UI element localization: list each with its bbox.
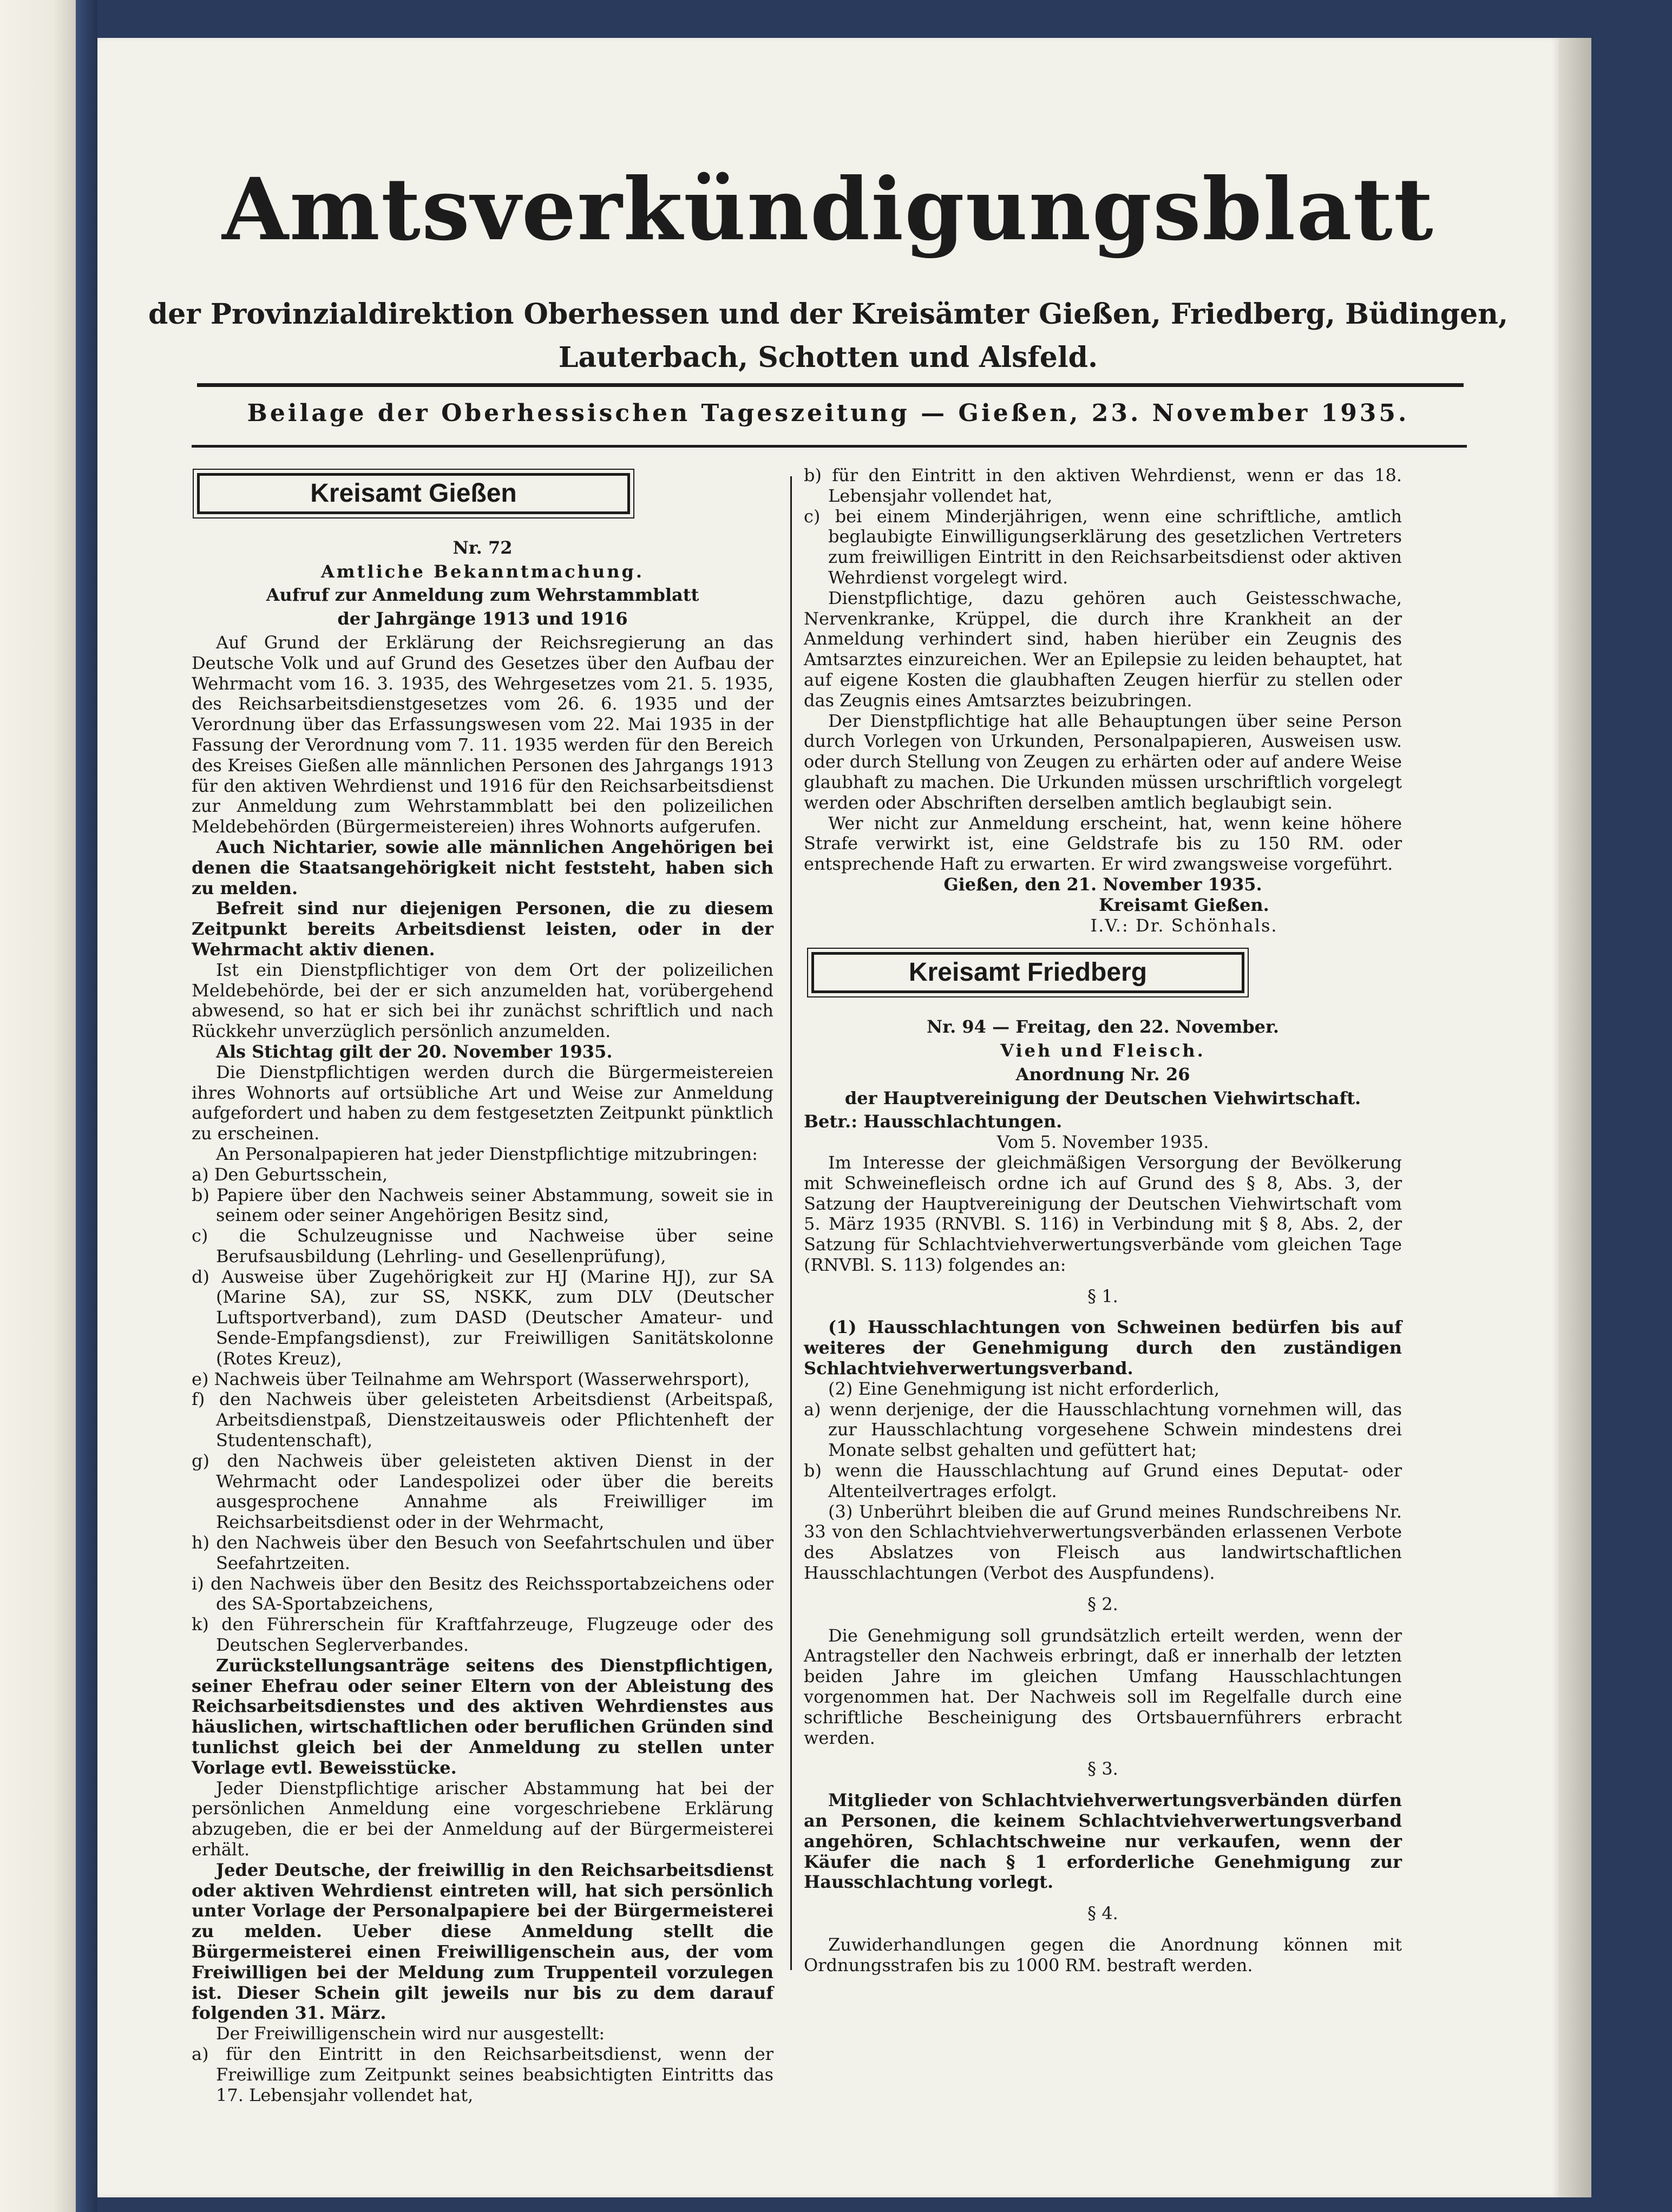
anordnung-number: Anordnung Nr. 26: [1015, 1064, 1190, 1085]
paragraph: Befreit sind nur diejenigen Personen, die zu diesem Zeitpunkt bereits Arbeitsdienst leisten, oder in der Wehrmacht aktiv dienen.: [192, 898, 773, 960]
paragraph: Ist ein Dienstpflichtiger von dem Ort der polizeilichen Meldebehörde, bei der er sich anzumelden hat, vorübergehend abwesend, so hat er sich bei ihr zunächst schriftlich und nach Rückkehr unverzüglich persönlich anzumelden.: [192, 959, 773, 1042]
list-item: g) den Nachweis über geleisteten aktiven Dienst in der Wehrmacht oder Landespolizei oder über die bereits ausgesprochene Annahme als Freiwilliger im Reichsarbeitsdienst oder in der Wehrmacht,: [192, 1450, 773, 1533]
masthead-subtitle-2: Lauterbach, Schotten und Alsfeld.: [558, 341, 1098, 374]
list-item: e) Nachweis über Teilnahme am Wehrsport (Wasserwehrsport),: [192, 1368, 750, 1389]
paragraph: Auf Grund der Erklärung der Reichsregierung an das Deutsche Volk und auf Grund des Gesetzes über den Aufbau der Wehrmacht vom 16. 3. 1935, des Wehrgesetzes vom 21. 5. 1935, des Reichsarbeitsdienstgesetzes vom 26. 6. 1935 und der Verordnung über das Erfassungswesen vom 22. Mai 1935 in der Fassung der Verordnung vom 7. 11. 1935 werden für den Bereich des Kreises Gießen alle männlichen Personen des Jahrgangs 1913 für den aktiven Wehrdienst und 1916 für den Reichsarbeitsdienst zur Anmeldung zum Wehrstammblatt bei den polizeilichen Meldebehörden (Bürgermeistereien) ihres Wohnorts aufgerufen.: [192, 632, 773, 837]
book-binding: [76, 0, 97, 2212]
list-item: i) den Nachweis über den Besitz des Reichssportabzeichens oder des SA-Sportabzeichens,: [192, 1573, 773, 1614]
paragraph: Der Dienstpflichtige hat alle Behauptungen über seine Person durch Vorlegen von Urkunden, Personalpapieren, Ausweisen usw. oder durch Stellung von Zeugen zu erhärten oder auf andere Weise glaubhaft zu machen. Die Urkunden müssen urschriftlich vorgelegt werden oder Abschriften derselben amtlich beglaubigt sein.: [804, 710, 1402, 813]
list-item: d) Ausweise über Zugehörigkeit zur HJ (Marine HJ), zur SA (Marine SA), zur SS, NSKK, zum DLV (Deutscher Luftsportverband), zum DASD (Deutscher Amateur- und Sende-Empfangsdienst), zur Freiwilligen Sanitätskolonne (Rotes Kreuz),: [192, 1266, 773, 1369]
paragraph: Zuwiderhandlungen gegen die Anordnung können mit Ordnungsstrafen bis zu 1000 RM. bestraft werden.: [804, 1934, 1402, 1975]
aufruf-line-2: der Jahrgänge 1913 und 1916: [337, 608, 628, 629]
paragraph: Mitglieder von Schlachtviehverwertungsverbänden dürfen an Personen, die keinem Schlachtviehverwertungsverband angehören, Schlachtschweine nur verkaufen, wenn der Käufer die nach § 1 erforderliche Genehmigung zur Hausschlachtung vorlegt.: [804, 1790, 1402, 1893]
signature-name: I.V.: Dr. Schönhals.: [1090, 915, 1278, 936]
section-box-kreisamt-giessen: Kreisamt Gießen: [197, 473, 630, 514]
notice-heading: Vieh und Fleisch.: [1000, 1040, 1205, 1061]
notice-number: Nr. 94 — Freitag, den 22. November.: [926, 1016, 1280, 1038]
section-mark: § 2.: [1087, 1593, 1118, 1614]
date-line: Vom 5. November 1935.: [996, 1132, 1209, 1153]
paragraph: Jeder Dienstpflichtige arischer Abstammung hat bei der persönlichen Anmeldung eine vorgeschriebene Erklärung abzugeben, die er bei der Anmeldung auf der Bürgermeisterei erhält.: [192, 1777, 773, 1860]
paragraph: Der Freiwilligenschein wird nur ausgestellt:: [216, 2023, 605, 2044]
signature-office: Kreisamt Gießen.: [1099, 894, 1269, 915]
list-item: c) bei einem Minderjährigen, wenn eine schriftliche, amtlich beglaubigte Einwilligungserklärung des gesetzlichen Vertreters zum freiwilligen Eintritt in den Reichsarbeitsdienst oder aktiven Wehrdienst vorgelegt wird.: [804, 506, 1402, 588]
paragraph: Die Dienstpflichtigen werden durch die Bürgermeistereien ihres Wohnorts auf ortsübliche Art und Weise zur Anmeldung aufgefordert und haben zu dem festgesetzten Zeitpunkt pünktlich zu erscheinen.: [192, 1061, 773, 1144]
list-item: a) Den Geburtsschein,: [192, 1164, 388, 1185]
page-edge: [1559, 38, 1591, 2197]
list-item: a) für den Eintritt in den Reichsarbeitsdienst, wenn der Freiwillige zum Zeitpunkt seines beabsichtigten Eintritts das 17. Lebensjahr vollendet hat,: [192, 2043, 773, 2105]
paragraph: Dienstpflichtige, dazu gehören auch Geistesschwache, Nervenkranke, Krüppel, die durch ihre Krankheit an der Anmeldung verhindert sind, haben hierüber ein Zeugnis des Amtsarztes einzureichen. Wer an Epilepsie zu leiden behauptet, hat auf eigene Kosten die glaubhaften Zeugen hierfür zu stellen oder das Zeugnis eines Amtsarztes beizubringen.: [804, 587, 1402, 711]
right-column: [804, 465, 1402, 1976]
left-column: [192, 465, 773, 2105]
notice-number: Nr. 72: [453, 537, 513, 558]
paragraph: Wer nicht zur Anmeldung erscheint, hat, wenn keine höhere Strafe verwirkt ist, eine Geldstrafe bis zu 150 RM. oder entsprechende Haft zu erwarten. Er wird zwangsweise vorgeführt.: [804, 812, 1402, 875]
list-item: a) wenn derjenige, der die Hausschlachtung vornehmen will, das zur Hausschlachtung vorgesehene Schwein mindestens drei Monate selbst gehalten und gefüttert hat;: [804, 1399, 1402, 1461]
list-item: b) Papiere über den Nachweis seiner Abstammung, soweit sie in seinem oder seiner Angehörigen Besitz sind,: [192, 1184, 773, 1226]
list-item: c) die Schulzeugnisse und Nachweise über seine Berufsausbildung (Lehrling- und Gesellenprüfung),: [192, 1225, 773, 1266]
newspaper-page: [97, 38, 1559, 2197]
notice-heading: Amtliche Bekanntmachung.: [320, 561, 645, 582]
paragraph: (1) Hausschlachtungen von Schweinen bedürfen bis auf weiteres der Genehmigung durch den zuständigen Schlachtviehverwertungsverband.: [804, 1317, 1402, 1379]
list-item: h) den Nachweis über den Besuch von Seefahrtschulen und über Seefahrtzeiten.: [192, 1532, 773, 1573]
section-mark: § 3.: [1087, 1758, 1118, 1780]
section-box-kreisamt-friedberg: Kreisamt Friedberg: [811, 952, 1244, 993]
paragraph: (3) Unberührt bleiben die auf Grund meines Rundschreibens Nr. 33 von den Schlachtviehverwertungsverbänden erlassenen Verbote des Abslatzes von Fleisch aus landwirtschaftlichen Hausschlachtungen (Verbot des Auspfundens).: [804, 1501, 1402, 1584]
paragraph: Jeder Deutsche, der freiwillig in den Reichsarbeitsdienst oder aktiven Wehrdienst eintreten will, hat sich persönlich unter Vorlage der Personalpapiere bei der Bürgermeisterei zu melden. Ueber diese Anmeldung stellt die Bürgermeisterei einen Freiwilligenschein aus, der vom Freiwilligen bei der Meldung zum Truppenteil vorzulegen ist. Dieser Schein gilt jeweils nur bis zu dem darauf folgenden 31. März.: [192, 1859, 773, 2024]
list-item: k) den Führerschein für Kraftfahrzeuge, Flugzeuge oder des Deutschen Seglerverbandes.: [192, 1614, 773, 1656]
paragraph: Zurückstellungsanträge seitens des Dienstpflichtigen, seiner Ehefrau oder seiner Eltern von der Ableistung des Reichsarbeitsdienstes und des aktiven Wehrdienstes aus häuslichen, wirtschaftlichen oder beruflichen Gründen sind tunlichst gleich bei der Anmeldung zu stellen unter Vorlage evtl. Beweisstücke.: [192, 1655, 773, 1778]
paragraph: Die Genehmigung soll grundsätzlich erteilt werden, wenn der Antragsteller den Nachweis erbringt, daß er innerhalb der letzten beiden Jahre im gleichen Umfang Hausschlachtungen vorgenommen hat. Der Nachweis soll im Regelfalle durch eine schriftliche Bescheinigung des Ortsbauernführers erbracht werden.: [804, 1625, 1402, 1748]
paragraph: An Personalpapieren hat jeder Dienstpflichtige mitzubringen:: [216, 1143, 758, 1164]
beilage-line: Beilage der Oberhessischen Tageszeitung — Gießen, 23. November 1935.: [247, 399, 1409, 427]
section-mark: § 1.: [1087, 1285, 1118, 1307]
column-divider: [790, 476, 792, 1970]
aufruf-line-1: Aufruf zur Anmeldung zum Wehrstammblatt: [266, 585, 699, 606]
place-date: Gießen, den 21. November 1935.: [943, 874, 1262, 895]
section-mark: § 4.: [1087, 1903, 1118, 1924]
masthead-rule-bottom: [192, 445, 1467, 448]
paragraph: Auch Nichtarier, sowie alle männlichen Angehörigen bei denen die Staatsangehörigkeit nicht feststeht, haben sich zu melden.: [192, 836, 773, 898]
masthead-rule-top: [197, 383, 1464, 387]
list-item: b) für den Eintritt in den aktiven Wehrdienst, wenn er das 18. Lebensjahr vollendet hat,: [804, 465, 1402, 506]
hauptvereinigung-line: der Hauptvereinigung der Deutschen Viehwirtschaft.: [844, 1087, 1361, 1108]
list-item: f) den Nachweis über geleisteten Arbeitsdienst (Arbeitspaß, Arbeitsdienstpaß, Dienstzeitausweis oder Pflichtenheft der Studentenschaft),: [192, 1389, 773, 1451]
betreff-line: Betr.: Hausschlachtungen.: [804, 1111, 1063, 1132]
book-spine-left: [0, 0, 76, 2212]
list-item: b) wenn die Hausschlachtung auf Grund eines Deputat- oder Altenteilvertrages erfolgt.: [804, 1460, 1402, 1501]
masthead-title: Amtsverkündigungsblatt: [222, 160, 1434, 260]
paragraph: Im Interesse der gleichmäßigen Versorgung der Bevölkerung mit Schweinefleisch ordne ich auf Grund des § 8, Abs. 3, der Satzung der Hauptvereinigung der Deutschen Viehwirtschaft vom 5. März 1935 (RNVBl. S. 116) in Verbindung mit § 8, Abs. 2, der Satzung für Schlachtviehverwertungsverbände vom gleichen Tage (RNVBl. S. 113) folgendes an:: [804, 1152, 1402, 1275]
masthead-subtitle-1: der Provinzialdirektion Oberhessen und der Kreisämter Gießen, Friedberg, Büdingen,: [148, 298, 1509, 331]
paragraph: Als Stichtag gilt der 20. November 1935.: [216, 1041, 613, 1062]
paragraph: (2) Eine Genehmigung ist nicht erforderlich,: [828, 1378, 1220, 1399]
